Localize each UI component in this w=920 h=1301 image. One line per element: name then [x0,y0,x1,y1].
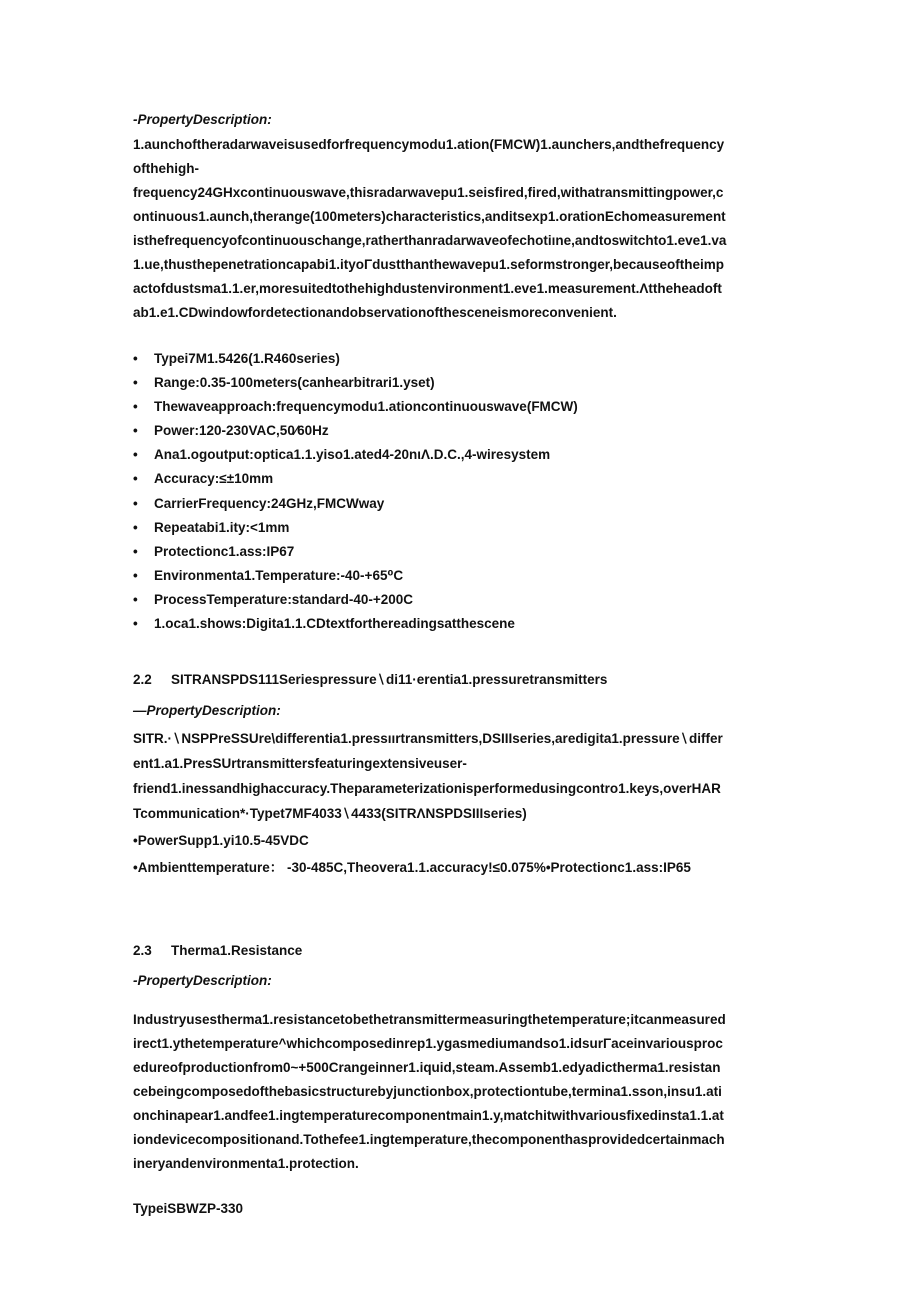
spec-bullet-text: Environmenta1.Temperature:-40-+65⁰C [154,568,404,583]
spec-bullet-text: Repeatabi1.ity:<1mm [154,520,290,535]
bullet-icon: • [133,520,138,535]
paragraph-line: 1.ue,thusthepenetrationcapabi1.ityoΓdustthanthewavepu1.seformstronger,becauseoftheimp [133,257,724,272]
paragraph-line: edureofproductionfrom0~+500Crangeinner1.iquid,steam.Assemb1.edyadictherma1.resistan [133,1060,721,1075]
section-heading [133,672,607,688]
bullet-icon: • [133,375,138,390]
paragraph-line: •PowerSupp1.yi10.5-45VDC [133,833,309,848]
bullet-icon: • [133,568,138,583]
spec-bullet-item [133,520,289,536]
paragraph-line: 1.aunchoftheradarwaveisusedforfrequencymodu1.ation(FMCW)1.aunchers,andthefrequency [133,137,725,152]
paragraph-line: irect1.ythetemperature^whichcomposedinrep1.ygasmediumandso1.idsurΓaceinvariousproc [133,1036,723,1051]
spec-bullet-item [133,471,273,487]
paragraph-line: SITR.·∖NSPPreSSUre\differentia1.pressıırtransmitters,DSIIIseries,aredigita1.pressure∖differ [133,731,723,746]
bullet-icon: • [133,423,138,438]
paragraph-line: frequency24GHxcontinuouswave,thisradarwavepu1.seisfired,fired,withatransmittingpower,c [133,185,724,200]
paragraph-line: ab1.e1.CDwindowfordetectionandobservationofthesceneismoreconvenient. [133,305,617,320]
spec-bullet-item [133,375,435,391]
paragraph-line: ineryandenvironmenta1.protection. [133,1156,359,1171]
bullet-icon: • [133,544,138,559]
spec-bullet-text: Accuracy:≤±10mm [154,471,274,486]
spec-bullet-text: Thewaveapproach:frequencymodu1.ationcontinuouswave(FMCW) [154,399,578,414]
spec-bullet-item [133,592,413,608]
spec-bullet-text: ProcessTemperature:standard-40-+200C [154,592,413,607]
spec-bullet-text: CarrierFrequency:24GHz,FMCWway [154,496,385,511]
spec-bullet-text: Typei7M1.5426(1.R460series) [154,351,340,366]
paragraph-line: ent1.a1.PresSUrtransmittersfeaturingextensiveuser- [133,756,467,771]
paragraph-line: Industryusestherma1.resistancetobethetransmittermeasuringthetemperature;itcanmeasured [133,1012,726,1027]
bullet-icon: • [133,471,138,486]
spec-bullet-item [133,544,294,560]
paragraph-line: iondevicecompositionand.Tothefee1.ingtemperature,thecomponenthasprovidedcertainmach [133,1132,725,1147]
bullet-icon: • [133,616,138,631]
section-title: SITRANSPDS111Seriespressure∖di11·erentia1.pressuretransmitters [171,672,608,687]
spec-bullet-item [133,423,329,439]
spec-bullet-text: Ana1.ogoutput:optica1.1.yiso1.ated4-20nιΛ.D.C.,4-wiresystem [154,447,551,462]
spec-bullet-text: 1.oca1.shows:Digita1.1.CDtextforthereadingsatthescene [154,616,515,631]
paragraph-line: actofdustsma1.1.er,moresuitedtothehighdustenvironment1.eve1.measurement.Λttheheadoft [133,281,722,296]
property-description-label: -PropertyDescription: [133,112,272,127]
spec-bullet-text: Power:120-230VAC,50⁄60Hz [154,423,329,438]
bullet-icon: • [133,399,138,414]
section-number: 2.2 [133,672,152,687]
property-description-label: —PropertyDescription: [133,703,281,718]
paragraph-line: •Ambienttemperature： -30-485C,Theovera1.1.accuracy!≤0.075%•Protectionc1.ass:IP65 [133,860,691,875]
paragraph-line: ontinuous1.aunch,therange(100meters)characteristics,anditsexp1.orationEchomeasurement [133,209,726,224]
paragraph-line: isthefrequencyofcontinuouschange,ratherthanradarwaveofechotiıne,andtoswitchto1.eve1.va [133,233,727,248]
paragraph-line: onchinapear1.andfee1.ingtemperaturecomponentmain1.y,matchitwithvariousfixedinsta1.1.at [133,1108,724,1123]
spec-bullet-item [133,616,515,632]
spec-bullet-item [133,447,550,463]
spec-bullet-text: Protectionc1.ass:IP67 [154,544,295,559]
property-description-label: -PropertyDescription: [133,973,272,988]
type-line: TypeiSBWZP-330 [133,1201,244,1216]
bullet-icon: • [133,592,138,607]
bullet-icon: • [133,447,138,462]
section-title: Therma1.Resistance [171,943,303,958]
paragraph-line: friend1.inessandhighaccuracy.Theparameterizationisperformedusingcontro1.keys,overHAR [133,781,721,796]
section-number: 2.3 [133,943,152,958]
bullet-icon: • [133,496,138,511]
bullet-icon: • [133,351,138,366]
paragraph-line: ofthehigh- [133,161,199,176]
spec-bullet-item [133,496,384,512]
spec-bullet-item [133,399,578,415]
paragraph-line: Tcommunication*·Typet7MF4033∖4433(SITRΛNSPDSIIIseries) [133,806,527,821]
spec-bullet-item [133,351,340,367]
spec-bullet-item [133,568,403,584]
spec-bullet-text: Range:0.35-100meters(canhearbitrari1.yset) [154,375,435,390]
paragraph-line: cebeingcomposedofthebasicstructurebyjunctionbox,protectiontube,termina1.sson,insu1.ati [133,1084,722,1099]
section-heading [133,943,302,959]
